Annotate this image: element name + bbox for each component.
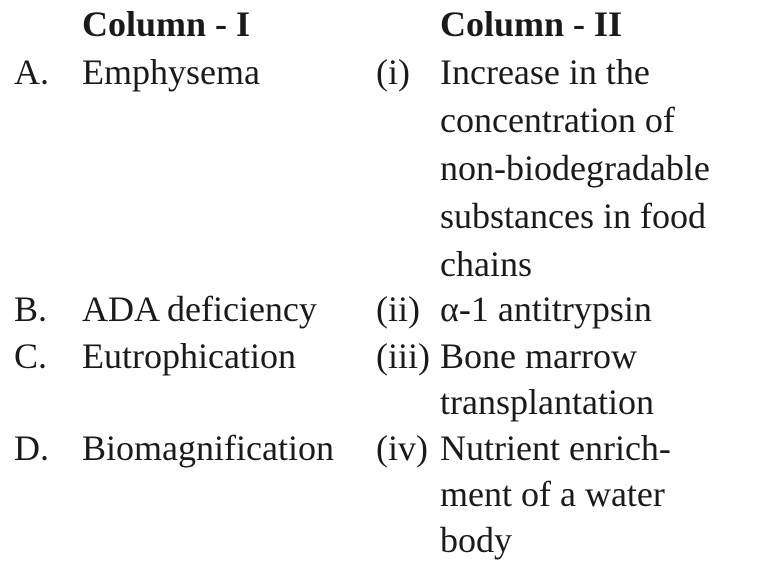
row-a-desc-line-5: chains <box>440 244 532 284</box>
row-b-numeral: (ii) <box>376 289 420 329</box>
row-d-desc-line-3: body <box>440 520 512 560</box>
row-c-letter: C. <box>14 336 48 376</box>
row-d-term: Biomagnification <box>82 428 334 468</box>
row-c-term: Eutrophication <box>82 336 296 376</box>
row-d-numeral: (iv) <box>376 428 428 468</box>
row-d-letter: D. <box>14 428 49 468</box>
column-1-header: Column - I <box>82 4 251 44</box>
row-a-term: Emphysema <box>82 52 260 92</box>
row-d-desc-line-1: Nutrient enrich- <box>440 428 671 468</box>
row-a-desc-line-2: concentration of <box>440 100 675 140</box>
row-a-numeral: (i) <box>376 52 410 92</box>
row-b-letter: B. <box>14 289 48 329</box>
row-d-desc-line-2: ment of a water <box>440 474 665 514</box>
row-c-desc-line-1: Bone marrow <box>440 336 637 376</box>
row-b-term: ADA deficiency <box>82 289 317 329</box>
row-a-letter: A. <box>14 52 49 92</box>
row-a-desc-line-4: substances in food <box>440 196 706 236</box>
column-2-header: Column - II <box>440 4 623 44</box>
row-a-desc-line-1: Increase in the <box>440 52 650 92</box>
row-c-numeral: (iii) <box>376 336 430 376</box>
row-a-desc-line-3: non-biodegradable <box>440 148 710 188</box>
row-b-desc-line-1: α-1 antitrypsin <box>440 289 652 329</box>
row-c-desc-line-2: transplantation <box>440 382 654 422</box>
